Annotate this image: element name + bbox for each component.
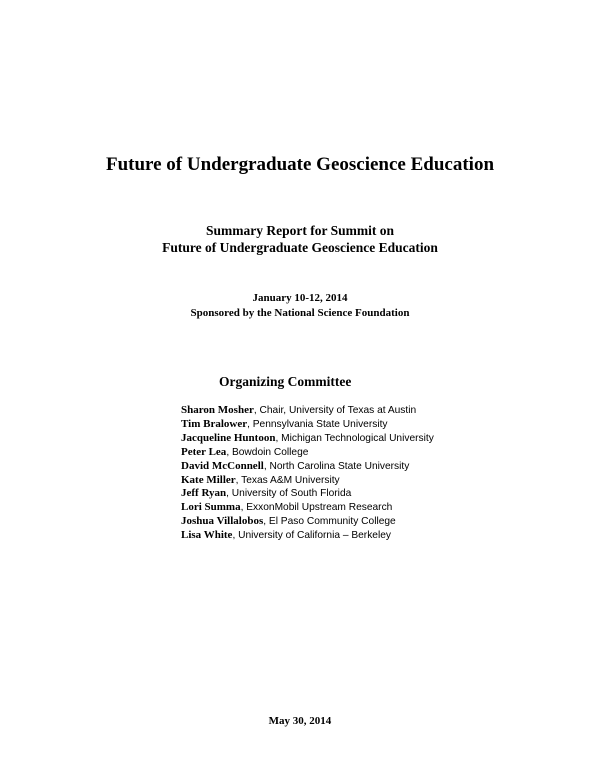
committee-member xyxy=(181,474,434,488)
member-name: Peter Lea xyxy=(181,445,227,458)
sponsor-line: Sponsored by the National Science Foundation xyxy=(190,307,410,319)
committee-member xyxy=(181,460,434,474)
member-name: Lisa White xyxy=(181,529,233,542)
committee-member xyxy=(181,418,434,432)
member-name: Jacqueline Huntoon xyxy=(181,431,276,444)
committee-heading: Organizing Committee xyxy=(219,374,352,389)
event-dates: January 10-12, 2014 xyxy=(252,292,348,304)
committee-member xyxy=(181,432,434,446)
member-affiliation: , El Paso Community College xyxy=(263,516,396,528)
committee-list xyxy=(181,404,434,543)
member-affiliation: , University of California – Berkeley xyxy=(232,530,391,542)
member-affiliation: , Pennsylvania State University xyxy=(247,418,388,430)
committee-member xyxy=(181,487,434,501)
member-name: Joshua Villalobos xyxy=(181,515,264,528)
member-affiliation: , Texas A&M University xyxy=(235,474,340,486)
member-name: Kate Miller xyxy=(181,473,236,486)
member-name: Lori Summa xyxy=(181,501,241,514)
subtitle-line-2: Future of Undergraduate Geoscience Education xyxy=(162,240,438,255)
member-affiliation: , North Carolina State University xyxy=(263,460,410,472)
document-title: Future of Undergraduate Geoscience Education xyxy=(105,154,495,175)
member-affiliation: , Chair, University of Texas at Austin xyxy=(253,405,417,416)
member-name: Sharon Mosher xyxy=(181,404,254,416)
event-info xyxy=(0,291,600,321)
member-affiliation: , University of South Florida xyxy=(226,488,352,500)
member-affiliation: , Michigan Technological University xyxy=(275,432,434,444)
member-affiliation: , Bowdoin College xyxy=(226,446,309,458)
committee-member xyxy=(181,446,434,460)
committee-member xyxy=(181,404,434,418)
committee-member xyxy=(181,501,434,515)
member-name: Tim Bralower xyxy=(181,417,248,430)
member-affiliation: , ExxonMobil Upstream Research xyxy=(240,502,393,514)
report-subtitle xyxy=(0,222,600,256)
member-name: Jeff Ryan xyxy=(181,487,227,500)
committee-member xyxy=(181,515,434,529)
subtitle-line-1: Summary Report for Summit on xyxy=(206,223,394,238)
member-name: David McConnell xyxy=(181,459,264,472)
committee-member xyxy=(181,529,434,543)
report-date: May 30, 2014 xyxy=(268,715,332,727)
